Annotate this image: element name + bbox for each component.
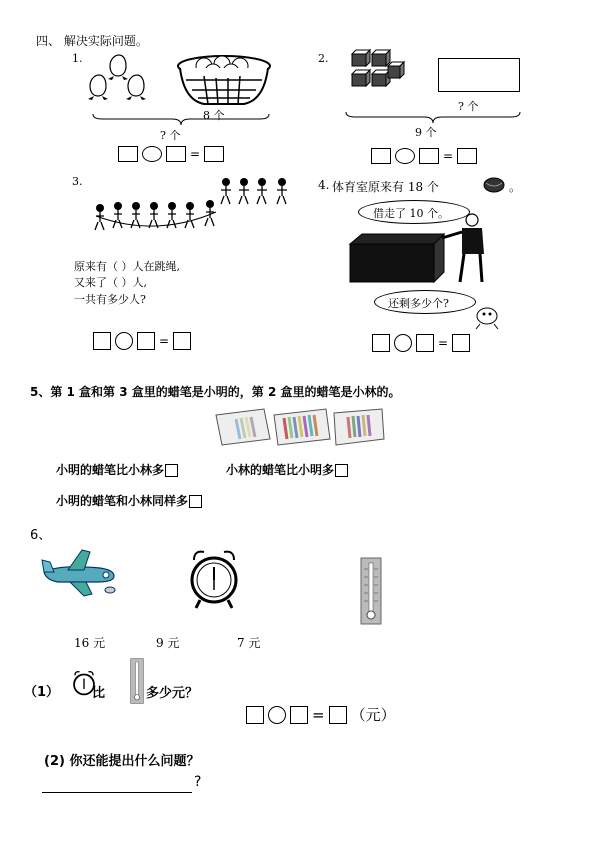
- q1-label: （1）: [24, 685, 60, 700]
- operator-circle[interactable]: [115, 332, 133, 350]
- section5-text: 5、第 1 盒和第 3 盒里的蜡笔是小明的，第 2 盒里的蜡笔是小林的。: [30, 385, 401, 399]
- operator-circle[interactable]: [395, 148, 415, 164]
- p1-question-label: ? 个: [160, 129, 181, 142]
- covered-box: [438, 58, 520, 92]
- p4-equation: [372, 334, 470, 352]
- section6-number: 6、: [30, 528, 52, 543]
- p4-text: 体育室原来有 18 个: [332, 180, 439, 194]
- crayon-boxes-icon: [214, 407, 386, 449]
- q2-text: (2) 你还能提出什么问题？: [44, 754, 200, 769]
- equals-sign: =: [438, 336, 449, 350]
- option-1: [56, 461, 178, 478]
- crate-icon: [348, 232, 448, 284]
- p3-line3: 一共有多少人?: [74, 293, 146, 306]
- equals-sign: =: [312, 705, 325, 724]
- small-creature-icon: [472, 304, 502, 330]
- equals-sign: =: [159, 334, 170, 348]
- option-2-label: 小林的蜡笔比小明多: [226, 463, 335, 477]
- operator-circle[interactable]: [394, 334, 412, 352]
- alarm-clock-icon: [188, 548, 240, 610]
- operator-circle[interactable]: [268, 706, 286, 724]
- answer-box[interactable]: [246, 706, 264, 724]
- answer-box[interactable]: [204, 146, 224, 162]
- teacher-figure-icon: [440, 212, 492, 284]
- p3-number: 3.: [72, 175, 83, 188]
- operator-circle[interactable]: [142, 146, 162, 162]
- p2-brace: [345, 110, 521, 124]
- checkbox[interactable]: [165, 464, 178, 477]
- thermometer-small-icon: [130, 658, 144, 704]
- equals-sign: =: [443, 149, 454, 163]
- answer-box[interactable]: [371, 148, 391, 164]
- option-3: [56, 492, 202, 509]
- answer-line[interactable]: [42, 792, 192, 793]
- price-clock: 9 元: [156, 636, 180, 650]
- p3-line1: 原来有（ ）人在跳绳,: [74, 260, 180, 273]
- answer-box[interactable]: [118, 146, 138, 162]
- price-thermometer: 7 元: [237, 636, 261, 650]
- p3-equation: [93, 332, 191, 350]
- p4-period: 。: [509, 180, 522, 194]
- q2-question-mark: ?: [194, 774, 202, 790]
- q1-bi: 比: [92, 686, 106, 701]
- answer-box[interactable]: [166, 146, 186, 162]
- checkbox[interactable]: [335, 464, 348, 477]
- answer-box[interactable]: [137, 332, 155, 350]
- thermometer-icon: [360, 557, 382, 625]
- q1-equation: [246, 704, 396, 725]
- p1-equation: [118, 146, 224, 162]
- price-airplane: 16 元: [74, 636, 106, 650]
- answer-box[interactable]: [290, 706, 308, 724]
- kids-jump-rope-icon: [86, 176, 298, 238]
- p1-number: 1.: [72, 52, 83, 65]
- p3-line2: 又来了（ ）人,: [74, 276, 147, 289]
- unit-label: （元）: [350, 706, 396, 724]
- option-3-label: 小明的蜡笔和小林同样多: [56, 494, 189, 508]
- option-2: [226, 461, 348, 478]
- answer-box[interactable]: [329, 706, 347, 724]
- p2-number: 2.: [318, 52, 329, 65]
- q1-tail: 多少元？: [146, 686, 199, 701]
- answer-box[interactable]: [416, 334, 434, 352]
- basket-icon: [174, 52, 274, 110]
- answer-box[interactable]: [457, 148, 477, 164]
- airplane-icon: [40, 548, 116, 598]
- peach-group-icon: [88, 52, 156, 104]
- bubble1-text: 借走了 10 个。: [373, 207, 449, 220]
- p4-number: 4.: [318, 178, 330, 192]
- checkbox[interactable]: [189, 495, 202, 508]
- answer-box[interactable]: [93, 332, 111, 350]
- bubble2-text: 还剩多少个?: [388, 297, 449, 310]
- p1-total-label: 8 个: [203, 109, 225, 122]
- option-1-label: 小明的蜡笔比小林多: [56, 463, 165, 477]
- answer-box[interactable]: [173, 332, 191, 350]
- section4-heading: 四、 解决实际问题。: [36, 34, 148, 48]
- answer-box[interactable]: [452, 334, 470, 352]
- p2-equation: [371, 148, 477, 164]
- cube-group-icon: [350, 48, 406, 92]
- p1-brace: [92, 112, 270, 126]
- answer-box[interactable]: [419, 148, 439, 164]
- answer-box[interactable]: [372, 334, 390, 352]
- p2-total-label: 9 个: [415, 126, 437, 139]
- equals-sign: =: [190, 147, 201, 161]
- p2-question-label: ? 个: [458, 100, 479, 113]
- ball-icon: [483, 177, 505, 193]
